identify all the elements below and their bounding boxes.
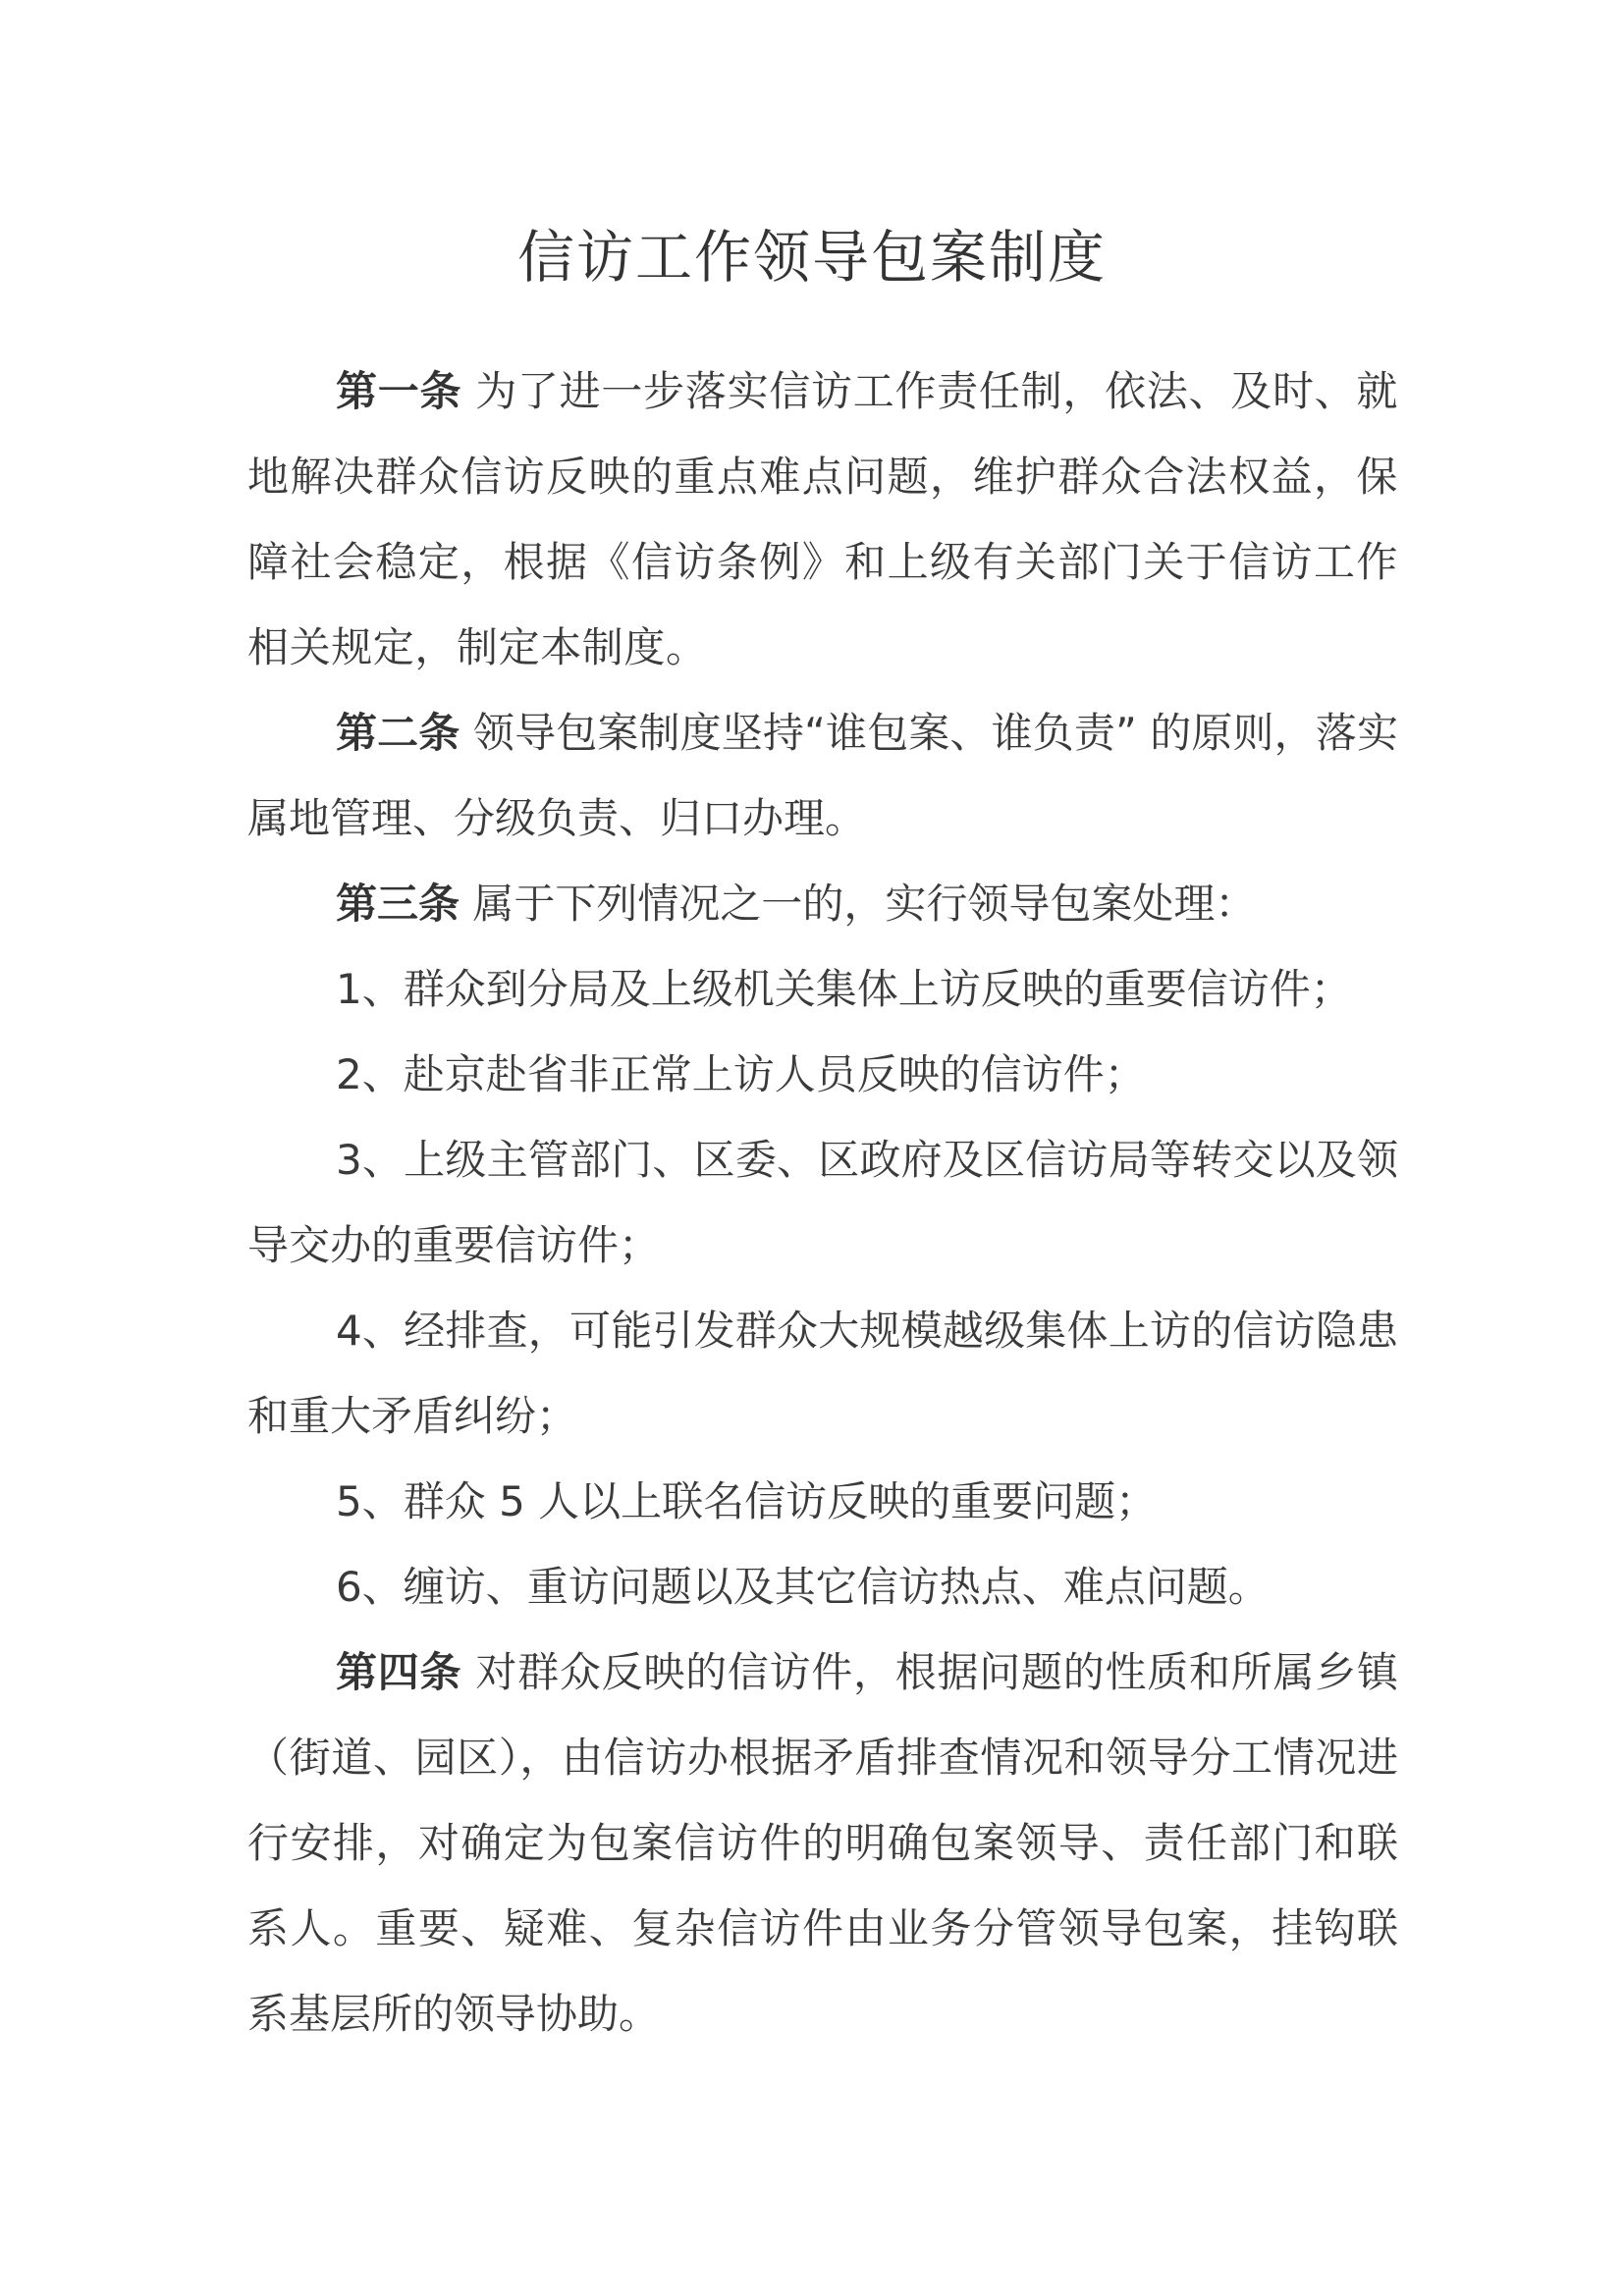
- list-item-2: 2、赴京赴省非正常上访人员反映的信访件；: [336, 1050, 1146, 1098]
- article-1-label: 第一条: [336, 367, 462, 415]
- list-item-1: 1、群众到分局及上级机关集体上访反映的重要信访件；: [336, 965, 1352, 1013]
- list-item-6: 6、缠访、重访问题以及其它信访热点、难点问题。: [336, 1563, 1270, 1611]
- article-3-label: 第三条: [336, 880, 460, 928]
- article-1-text: 为了进一步落实信访工作责任制，依法、及时、就地解决群众信访反映的重点难点问题，维护群众合法权益，保障社会稳定，根据《信访条例》和上级有关部门关于信访工作相关规定，制定本制度。: [247, 367, 1398, 671]
- list-item-4: 4、经排查，可能引发群众大规模越级集体上访的信访隐患和重大矛盾纠纷；: [247, 1307, 1398, 1440]
- article-4-text: 对群众反映的信访件，根据问题的性质和所属乡镇（街道、园区），由信访办根据矛盾排查情况和领导分工情况进行安排，对确定为包案信访件的明确包案领导、责任部门和联系人。重要、疑难、复杂信访件由业务分管领导包案，挂钩联系基层所的领导协助。: [247, 1648, 1398, 2038]
- list-item-3: 3、上级主管部门、区委、区政府及区信访局等转交以及领导交办的重要信访件；: [247, 1136, 1398, 1269]
- document-body: [247, 348, 1398, 2056]
- article-3-paragraph: [247, 861, 1398, 946]
- article-2-label: 第二条: [336, 709, 460, 757]
- article-4-paragraph: [247, 1629, 1398, 2056]
- article-3-text: 属于下列情况之一的，实行领导包案处理：: [460, 880, 1257, 928]
- list-item-5: 5、群众 5 人以上联名信访反映的重要问题；: [336, 1477, 1158, 1525]
- article-2-paragraph: [247, 690, 1398, 861]
- article-4-label: 第四条: [336, 1648, 462, 1696]
- article-2-text: 领导包案制度坚持“谁包案、谁负责” 的原则，落实属地管理、分级负责、归口办理。: [247, 709, 1398, 842]
- document-title: 信访工作领导包案制度: [516, 224, 1107, 291]
- article-1-paragraph: [247, 348, 1398, 690]
